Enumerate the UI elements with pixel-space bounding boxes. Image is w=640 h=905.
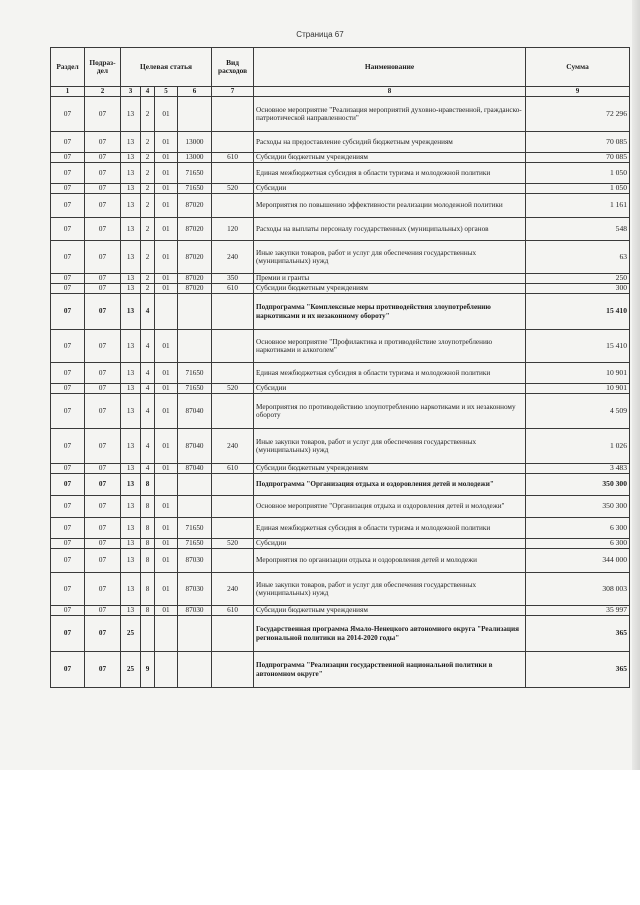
cell-podrazdel: 07 <box>85 330 121 363</box>
table-row <box>51 284 630 294</box>
cell-program: 13 <box>121 464 141 474</box>
cell-subprogram <box>141 616 155 652</box>
cell-naimenovanie: Субсидии <box>254 539 526 549</box>
table-row <box>51 573 630 606</box>
cell-razdel: 07 <box>51 97 85 132</box>
cell-vid <box>212 330 254 363</box>
table-row <box>51 429 630 464</box>
cell-podrazdel: 07 <box>85 429 121 464</box>
cell-razdel: 07 <box>51 518 85 539</box>
cell-razdel: 07 <box>51 153 85 163</box>
cell-vid <box>212 549 254 573</box>
cell-program: 13 <box>121 518 141 539</box>
cell-podrazdel: 07 <box>85 539 121 549</box>
cell-subprogram: 2 <box>141 241 155 274</box>
cell-event: 01 <box>155 132 178 153</box>
cell-summa: 365 <box>526 652 630 688</box>
cell-program: 25 <box>121 616 141 652</box>
cell-razdel: 07 <box>51 194 85 218</box>
cell-event: 01 <box>155 153 178 163</box>
cell-event <box>155 652 178 688</box>
cell-direction: 87020 <box>178 218 212 241</box>
cell-vid: 520 <box>212 384 254 394</box>
cell-summa: 15 410 <box>526 294 630 330</box>
cell-razdel: 07 <box>51 539 85 549</box>
cell-event: 01 <box>155 573 178 606</box>
table-row <box>51 616 630 652</box>
cell-podrazdel: 07 <box>85 274 121 284</box>
cell-naimenovanie: Иные закупки товаров, работ и услуг для обеспечения государственных (муниципальных) нужд <box>254 241 526 274</box>
cell-program: 13 <box>121 496 141 518</box>
cell-direction: 71650 <box>178 163 212 184</box>
table-row <box>51 274 630 284</box>
cell-naimenovanie: Субсидии бюджетным учреждениям <box>254 153 526 163</box>
cell-subprogram: 4 <box>141 294 155 330</box>
column-number-row <box>51 87 630 97</box>
cell-subprogram: 2 <box>141 132 155 153</box>
cell-subprogram: 4 <box>141 330 155 363</box>
cell-event: 01 <box>155 218 178 241</box>
cell-razdel: 07 <box>51 616 85 652</box>
cell-summa: 3 483 <box>526 464 630 474</box>
cell-direction: 71650 <box>178 363 212 384</box>
cell-direction <box>178 496 212 518</box>
cell-razdel: 07 <box>51 294 85 330</box>
cell-direction: 87020 <box>178 284 212 294</box>
col-number: 8 <box>254 87 526 97</box>
cell-podrazdel: 07 <box>85 518 121 539</box>
cell-vid <box>212 294 254 330</box>
cell-naimenovanie: Подпрограмма "Комплексные меры противодействия злоупотреблению наркотиками и их незаконному обороту" <box>254 294 526 330</box>
table-row <box>51 218 630 241</box>
cell-direction: 71650 <box>178 184 212 194</box>
cell-program: 13 <box>121 97 141 132</box>
cell-event: 01 <box>155 284 178 294</box>
cell-summa: 308 003 <box>526 573 630 606</box>
cell-direction: 87040 <box>178 429 212 464</box>
table-row <box>51 330 630 363</box>
cell-razdel: 07 <box>51 496 85 518</box>
cell-subprogram: 8 <box>141 539 155 549</box>
cell-direction: 71650 <box>178 518 212 539</box>
cell-naimenovanie: Мероприятия по повышению эффективности реализации молодежной политики <box>254 194 526 218</box>
col-number: 3 <box>121 87 141 97</box>
cell-subprogram: 2 <box>141 184 155 194</box>
cell-summa: 63 <box>526 241 630 274</box>
cell-direction <box>178 330 212 363</box>
cell-vid: 240 <box>212 429 254 464</box>
cell-program: 13 <box>121 153 141 163</box>
cell-summa: 35 997 <box>526 606 630 616</box>
cell-subprogram: 8 <box>141 573 155 606</box>
cell-razdel: 07 <box>51 606 85 616</box>
cell-program: 13 <box>121 274 141 284</box>
cell-vid: 520 <box>212 184 254 194</box>
cell-subprogram: 4 <box>141 363 155 384</box>
scan-shadow <box>632 0 640 770</box>
cell-vid <box>212 363 254 384</box>
cell-vid <box>212 652 254 688</box>
cell-event: 01 <box>155 363 178 384</box>
cell-event: 01 <box>155 241 178 274</box>
cell-razdel: 07 <box>51 384 85 394</box>
cell-razdel: 07 <box>51 363 85 384</box>
cell-podrazdel: 07 <box>85 384 121 394</box>
cell-subprogram: 4 <box>141 464 155 474</box>
cell-vid: 610 <box>212 606 254 616</box>
cell-summa: 1 050 <box>526 163 630 184</box>
cell-summa: 350 300 <box>526 496 630 518</box>
cell-subprogram: 2 <box>141 163 155 184</box>
cell-subprogram: 9 <box>141 652 155 688</box>
cell-direction: 87030 <box>178 549 212 573</box>
cell-naimenovanie: Подпрограмма "Организация отдыха и оздоровления детей и молодежи" <box>254 474 526 496</box>
table-body <box>51 97 630 688</box>
cell-summa: 300 <box>526 284 630 294</box>
cell-razdel: 07 <box>51 464 85 474</box>
cell-summa: 1 050 <box>526 184 630 194</box>
cell-vid <box>212 496 254 518</box>
cell-event: 01 <box>155 330 178 363</box>
cell-naimenovanie: Мероприятия по противодействию злоупотреблению наркотиками и их незаконному обороту <box>254 394 526 429</box>
cell-naimenovanie: Подпрограмма "Реализации государственной национальной политики в автономном округе" <box>254 652 526 688</box>
col-number: 5 <box>155 87 178 97</box>
cell-podrazdel: 07 <box>85 241 121 274</box>
cell-program: 13 <box>121 184 141 194</box>
cell-subprogram: 2 <box>141 97 155 132</box>
cell-podrazdel: 07 <box>85 549 121 573</box>
cell-podrazdel: 07 <box>85 184 121 194</box>
cell-summa: 15 410 <box>526 330 630 363</box>
cell-podrazdel: 07 <box>85 284 121 294</box>
cell-summa: 350 300 <box>526 474 630 496</box>
cell-program: 13 <box>121 474 141 496</box>
cell-razdel: 07 <box>51 394 85 429</box>
cell-direction: 87020 <box>178 274 212 284</box>
cell-naimenovanie: Субсидии бюджетным учреждениям <box>254 464 526 474</box>
cell-summa: 548 <box>526 218 630 241</box>
cell-direction: 87030 <box>178 573 212 606</box>
cell-subprogram: 8 <box>141 606 155 616</box>
table-row <box>51 496 630 518</box>
cell-program: 13 <box>121 163 141 184</box>
table-row <box>51 241 630 274</box>
cell-vid: 120 <box>212 218 254 241</box>
cell-razdel: 07 <box>51 274 85 284</box>
cell-event: 01 <box>155 384 178 394</box>
cell-razdel: 07 <box>51 163 85 184</box>
cell-summa: 4 509 <box>526 394 630 429</box>
col-number: 6 <box>178 87 212 97</box>
cell-vid: 350 <box>212 274 254 284</box>
cell-summa: 10 901 <box>526 384 630 394</box>
cell-vid <box>212 394 254 429</box>
cell-razdel: 07 <box>51 573 85 606</box>
cell-program: 13 <box>121 384 141 394</box>
cell-direction: 71650 <box>178 539 212 549</box>
cell-event: 01 <box>155 184 178 194</box>
table-row <box>51 474 630 496</box>
cell-subprogram: 8 <box>141 518 155 539</box>
cell-event: 01 <box>155 394 178 429</box>
cell-naimenovanie: Иные закупки товаров, работ и услуг для обеспечения государственных (муниципальных) нужд <box>254 573 526 606</box>
cell-razdel: 07 <box>51 132 85 153</box>
cell-vid <box>212 194 254 218</box>
cell-naimenovanie: Мероприятия по организации отдыха и оздоровления детей и молодежи <box>254 549 526 573</box>
cell-naimenovanie: Субсидии бюджетным учреждениям <box>254 606 526 616</box>
cell-event: 01 <box>155 518 178 539</box>
table-row <box>51 539 630 549</box>
cell-direction: 71650 <box>178 384 212 394</box>
cell-program: 13 <box>121 539 141 549</box>
cell-naimenovanie: Единая межбюджетная субсидия в области туризма и молодежной политики <box>254 163 526 184</box>
cell-razdel: 07 <box>51 330 85 363</box>
col-number: 4 <box>141 87 155 97</box>
cell-program: 13 <box>121 241 141 274</box>
cell-razdel: 07 <box>51 241 85 274</box>
header-row <box>51 48 630 87</box>
cell-razdel: 07 <box>51 474 85 496</box>
cell-program: 13 <box>121 194 141 218</box>
col-number: 7 <box>212 87 254 97</box>
table-row <box>51 363 630 384</box>
cell-vid: 240 <box>212 241 254 274</box>
cell-subprogram: 4 <box>141 394 155 429</box>
header-tselevaya-statya: Целевая статья <box>121 48 212 87</box>
table-row <box>51 194 630 218</box>
cell-summa: 365 <box>526 616 630 652</box>
cell-naimenovanie: Основное мероприятие "Реализация мероприятий духовно-нравственной, гражданско-патриотической направленности" <box>254 97 526 132</box>
cell-summa: 250 <box>526 274 630 284</box>
cell-program: 25 <box>121 652 141 688</box>
cell-summa: 70 085 <box>526 132 630 153</box>
cell-event <box>155 474 178 496</box>
table-row <box>51 606 630 616</box>
cell-naimenovanie: Субсидии <box>254 384 526 394</box>
cell-podrazdel: 07 <box>85 606 121 616</box>
cell-naimenovanie: Государственная программа Ямало-Ненецкого автономного округа "Реализация региональной политики на 2014-2020 годы" <box>254 616 526 652</box>
cell-program: 13 <box>121 284 141 294</box>
cell-subprogram: 2 <box>141 153 155 163</box>
header-razdel: Раздел <box>51 48 85 87</box>
cell-summa: 1 161 <box>526 194 630 218</box>
cell-event: 01 <box>155 274 178 284</box>
cell-summa: 6 300 <box>526 518 630 539</box>
cell-naimenovanie: Субсидии бюджетным учреждениям <box>254 284 526 294</box>
col-number: 9 <box>526 87 630 97</box>
cell-direction <box>178 474 212 496</box>
col-number: 2 <box>85 87 121 97</box>
cell-podrazdel: 07 <box>85 294 121 330</box>
cell-naimenovanie: Единая межбюджетная субсидия в области туризма и молодежной политики <box>254 518 526 539</box>
table-row <box>51 549 630 573</box>
cell-vid <box>212 474 254 496</box>
cell-program: 13 <box>121 363 141 384</box>
cell-vid: 610 <box>212 284 254 294</box>
cell-event: 01 <box>155 163 178 184</box>
cell-direction: 87020 <box>178 241 212 274</box>
cell-summa: 72 296 <box>526 97 630 132</box>
table-row <box>51 153 630 163</box>
table-row <box>51 184 630 194</box>
cell-vid <box>212 163 254 184</box>
cell-direction: 87030 <box>178 606 212 616</box>
table-row <box>51 97 630 132</box>
cell-razdel: 07 <box>51 284 85 294</box>
cell-subprogram: 2 <box>141 218 155 241</box>
header-vid-raskhodov: Вид расходов <box>212 48 254 87</box>
cell-podrazdel: 07 <box>85 132 121 153</box>
cell-subprogram: 4 <box>141 429 155 464</box>
cell-summa: 1 026 <box>526 429 630 464</box>
cell-vid: 610 <box>212 464 254 474</box>
header-summa: Сумма <box>526 48 630 87</box>
cell-program: 13 <box>121 294 141 330</box>
table-row <box>51 163 630 184</box>
cell-vid <box>212 518 254 539</box>
cell-direction: 87020 <box>178 194 212 218</box>
cell-podrazdel: 07 <box>85 97 121 132</box>
cell-razdel: 07 <box>51 429 85 464</box>
table-row <box>51 518 630 539</box>
cell-podrazdel: 07 <box>85 573 121 606</box>
cell-naimenovanie: Субсидии <box>254 184 526 194</box>
cell-naimenovanie: Иные закупки товаров, работ и услуг для обеспечения государственных (муниципальных) нужд <box>254 429 526 464</box>
cell-vid: 240 <box>212 573 254 606</box>
cell-direction: 13000 <box>178 132 212 153</box>
cell-naimenovanie: Расходы на предоставление субсидий бюджетным учреждениям <box>254 132 526 153</box>
cell-razdel: 07 <box>51 549 85 573</box>
cell-podrazdel: 07 <box>85 496 121 518</box>
cell-summa: 344 000 <box>526 549 630 573</box>
cell-podrazdel: 07 <box>85 394 121 429</box>
cell-vid <box>212 97 254 132</box>
cell-subprogram: 2 <box>141 284 155 294</box>
cell-summa: 10 901 <box>526 363 630 384</box>
cell-event <box>155 294 178 330</box>
header-naimenovanie: Наименование <box>254 48 526 87</box>
cell-podrazdel: 07 <box>85 363 121 384</box>
cell-vid: 610 <box>212 153 254 163</box>
budget-table <box>50 47 630 688</box>
cell-subprogram: 8 <box>141 496 155 518</box>
cell-podrazdel: 07 <box>85 474 121 496</box>
cell-naimenovanie: Премии и гранты <box>254 274 526 284</box>
cell-program: 13 <box>121 330 141 363</box>
cell-event: 01 <box>155 97 178 132</box>
cell-subprogram: 4 <box>141 384 155 394</box>
cell-direction: 87040 <box>178 464 212 474</box>
cell-razdel: 07 <box>51 652 85 688</box>
cell-event: 01 <box>155 496 178 518</box>
cell-vid: 520 <box>212 539 254 549</box>
cell-event <box>155 616 178 652</box>
cell-program: 13 <box>121 549 141 573</box>
cell-direction: 87040 <box>178 394 212 429</box>
header-podrazdel: Подраз- дел <box>85 48 121 87</box>
cell-summa: 70 085 <box>526 153 630 163</box>
cell-program: 13 <box>121 394 141 429</box>
cell-podrazdel: 07 <box>85 652 121 688</box>
page-number: Страница 67 <box>296 30 344 39</box>
cell-naimenovanie: Основное мероприятие "Организация отдыха и оздоровления детей и молодежи" <box>254 496 526 518</box>
cell-event: 01 <box>155 194 178 218</box>
cell-event: 01 <box>155 549 178 573</box>
cell-podrazdel: 07 <box>85 218 121 241</box>
cell-direction: 13000 <box>178 153 212 163</box>
table-row <box>51 294 630 330</box>
cell-event: 01 <box>155 429 178 464</box>
cell-summa: 6 300 <box>526 539 630 549</box>
cell-event: 01 <box>155 464 178 474</box>
cell-subprogram: 2 <box>141 194 155 218</box>
table-row <box>51 394 630 429</box>
cell-naimenovanie: Расходы на выплаты персоналу государственных (муниципальных) органов <box>254 218 526 241</box>
cell-subprogram: 8 <box>141 549 155 573</box>
cell-podrazdel: 07 <box>85 616 121 652</box>
cell-podrazdel: 07 <box>85 464 121 474</box>
cell-naimenovanie: Основное мероприятие "Профилактика и противодействие злоупотреблению наркотиками и алкоголем" <box>254 330 526 363</box>
cell-program: 13 <box>121 573 141 606</box>
table-row <box>51 384 630 394</box>
cell-event: 01 <box>155 606 178 616</box>
table-row <box>51 464 630 474</box>
cell-direction <box>178 652 212 688</box>
cell-program: 13 <box>121 218 141 241</box>
cell-program: 13 <box>121 429 141 464</box>
table-row <box>51 132 630 153</box>
cell-podrazdel: 07 <box>85 194 121 218</box>
cell-naimenovanie: Единая межбюджетная субсидия в области туризма и молодежной политики <box>254 363 526 384</box>
cell-podrazdel: 07 <box>85 153 121 163</box>
col-number: 1 <box>51 87 85 97</box>
cell-event: 01 <box>155 539 178 549</box>
cell-subprogram: 8 <box>141 474 155 496</box>
table-row <box>51 652 630 688</box>
cell-direction <box>178 294 212 330</box>
cell-vid <box>212 132 254 153</box>
cell-razdel: 07 <box>51 184 85 194</box>
cell-podrazdel: 07 <box>85 163 121 184</box>
cell-program: 13 <box>121 606 141 616</box>
cell-vid <box>212 616 254 652</box>
cell-direction <box>178 97 212 132</box>
cell-razdel: 07 <box>51 218 85 241</box>
cell-program: 13 <box>121 132 141 153</box>
cell-subprogram: 2 <box>141 274 155 284</box>
cell-direction <box>178 616 212 652</box>
